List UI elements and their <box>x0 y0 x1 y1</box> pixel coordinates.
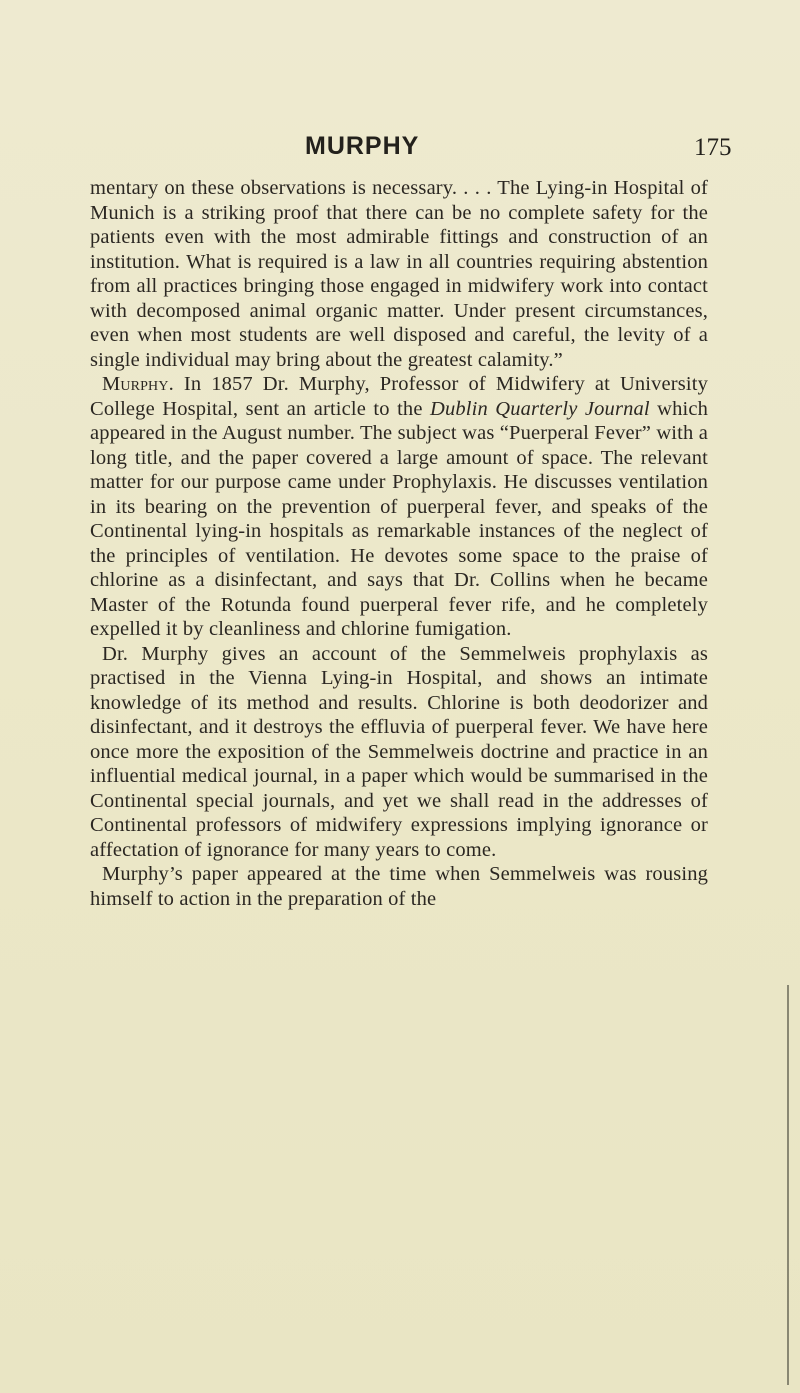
paragraph-2 <box>90 372 708 642</box>
page-number: 175 <box>694 134 732 161</box>
body-text <box>90 176 708 911</box>
paragraph-4: Murphy’s paper appeared at the time when Semmelweis was rousing himself to action in the preparation of the <box>90 863 708 910</box>
paragraph-3: Dr. Murphy gives an account of the Semmelweis prophylaxis as practised in the Vienna Lying-in Hospital, and shows an intimate knowledge of its method and results. Chlorine is both deodorizer and disinfectant, and it destroys the effluvia of puerperal fever. We have here once more the exposition of the Semmelweis doctrine and practice in an influential medical journal, in a paper which would be summarised in the Continental special journals, and yet we shall read in the addresses of Continental professors of midwifery expressions implying ignorance or affectation of ignorance for many years to come. <box>90 642 708 861</box>
side-heading-murphy: Murphy. <box>102 373 174 395</box>
page-header <box>0 128 800 168</box>
page-edge-shadow <box>787 985 789 1385</box>
running-head: MURPHY <box>305 132 420 160</box>
paragraph-2-text-a: In 1857 Dr. Murphy, Professor of Midwifery at University College Hospital, sent an article to the <box>90 373 708 420</box>
paragraph-1: mentary on these observations is necessary. . . . The Lying-in Hospital of Munich is a striking proof that there can be no complete safety for the patients even with the most admirable fittings and construction of an institution. What is required is a law in all countries requiring abstention from all practices bringing those engaged in midwifery work into contact with decomposed animal organic matter. Under present circumstances, even when most students are well disposed and careful, the levity of a single individual may bring about the greatest calamity.” <box>90 177 708 371</box>
paragraph-2-text-b: which appeared in the August number. The subject was “Puerperal Fever” with a long title, and the paper covered a large amount of space. The relevant matter for our purpose came under Prophylaxis. He discusses ventilation in its bearing on the prevention of puerperal fever, and speaks of the Continental lying-in hospitals as remarkable instances of the neglect of the principles of ventilation. He devotes some space to the praise of chlorine as a disinfectant, and says that Dr. Collins when he became Master of the Rotunda found puerperal fever rife, and he completely expelled it by cleanliness and chlorine fumigation. <box>90 397 709 640</box>
journal-title: Dublin Quarterly Journal <box>430 397 650 420</box>
